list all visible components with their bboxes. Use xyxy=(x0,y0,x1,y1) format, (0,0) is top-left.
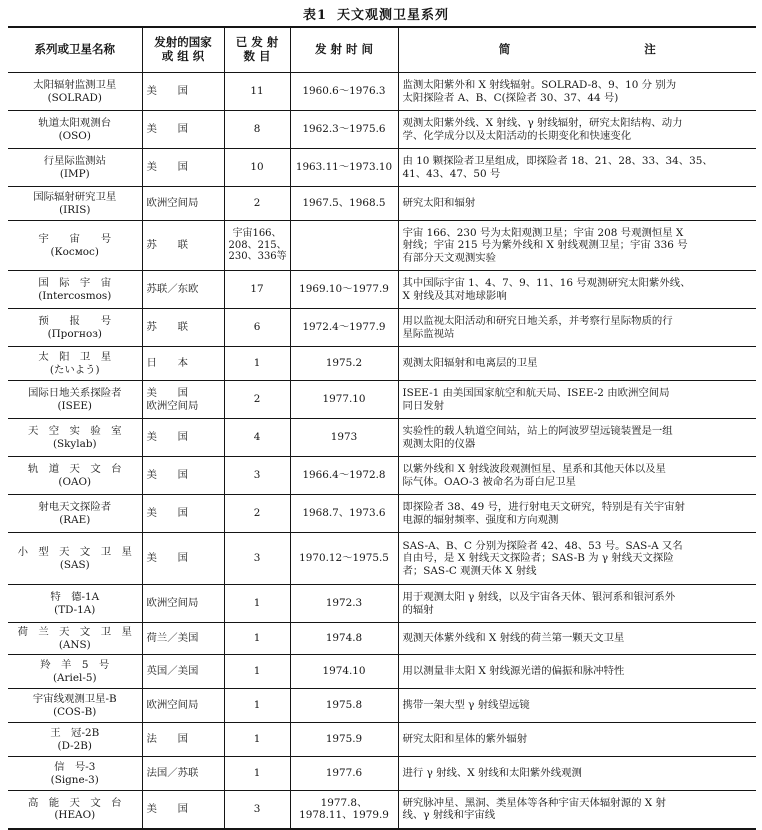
note-cell xyxy=(398,309,756,347)
launch-country: 美 国 xyxy=(146,803,189,816)
launch-count-cell xyxy=(224,309,290,347)
satellite-name: 国际日地关系探险者 xyxy=(27,387,122,400)
satellite-name-cell xyxy=(8,221,142,271)
launch-date-cell xyxy=(290,381,398,419)
table-row xyxy=(8,689,756,723)
table-title: 天文观测卫星系列 xyxy=(337,8,450,23)
table-row xyxy=(8,533,756,585)
launch-count-cell xyxy=(224,381,290,419)
launch-country: 欧洲空间局 xyxy=(146,197,199,210)
note-line: 用以监视太阳活动和研究日地关系，并考察行星际物质的行 xyxy=(402,315,673,328)
launch-date: 1967.5、1968.5 xyxy=(302,197,386,210)
launch-country-cell xyxy=(142,495,224,533)
table-number: 表1 xyxy=(302,8,328,23)
satellite-name: 太 阳 卫 星 xyxy=(38,351,112,364)
launch-count-cell xyxy=(224,757,290,791)
launch-country: 欧洲空间局 xyxy=(146,399,199,412)
satellite-code: (IMP) xyxy=(59,167,90,180)
launch-country-cell xyxy=(142,221,224,271)
launch-date: 1975.9 xyxy=(325,733,363,746)
launch-date-cell xyxy=(290,757,398,791)
note-line: 携带一架大型 γ 射线望远镜 xyxy=(402,699,530,712)
note-line: 41、43、47、50 号 xyxy=(402,167,501,180)
launch-country: 美 国 xyxy=(146,431,189,444)
note-line: 研究太阳和星体的紫外辐射 xyxy=(402,733,528,746)
satellite-name: 高 能 天 文 台 xyxy=(27,796,122,809)
launch-country-cell xyxy=(142,585,224,623)
launch-country-cell xyxy=(142,457,224,495)
launch-country: 欧洲空间局 xyxy=(146,699,199,712)
satellite-code: (SOLRAD) xyxy=(47,91,102,104)
table-row xyxy=(8,723,756,757)
launch-count-cell xyxy=(224,419,290,457)
launch-count: 1 xyxy=(253,665,261,678)
note-line: 以紫外线和 X 射线波段观测恒星、星系和其他天体以及星 xyxy=(402,463,666,476)
launch-count-cell xyxy=(224,585,290,623)
satellite-code: (Ariel-5) xyxy=(53,671,97,684)
launch-country: 美 国 xyxy=(146,387,189,400)
satellite-name: 太阳辐射监测卫星 xyxy=(33,79,117,92)
launch-country: 法 国 xyxy=(146,733,189,746)
launch-country-cell xyxy=(142,347,224,381)
launch-date-cell xyxy=(290,149,398,187)
launch-date-cell xyxy=(290,723,398,757)
note-cell xyxy=(398,381,756,419)
satellite-code: (COS-B) xyxy=(53,705,97,718)
table-row xyxy=(8,187,756,221)
satellite-name-cell xyxy=(8,419,142,457)
header-count-line2: 数 目 xyxy=(243,49,271,63)
launch-date: 1977.8、1978.11、1979.9 xyxy=(299,796,389,822)
launch-date-cell xyxy=(290,419,398,457)
table-row xyxy=(8,791,756,829)
launch-count-cell xyxy=(224,655,290,689)
launch-count-cell xyxy=(224,689,290,723)
note-cell xyxy=(398,73,756,111)
satellite-name-cell xyxy=(8,723,142,757)
note-line: 射线；宇宙 215 号为紫外线和 X 射线观测卫星；宇宙 336 号 xyxy=(402,239,688,252)
header-row xyxy=(8,27,756,73)
launch-date-cell xyxy=(290,271,398,309)
table-row xyxy=(8,309,756,347)
launch-count: 3 xyxy=(253,469,261,482)
note-cell xyxy=(398,723,756,757)
header-name: 系列或卫星名称 xyxy=(8,27,142,73)
launch-date: 1968.7、1973.6 xyxy=(302,507,386,520)
note-cell xyxy=(398,111,756,149)
launch-country-cell xyxy=(142,655,224,689)
note-cell xyxy=(398,757,756,791)
satellite-table xyxy=(8,26,756,830)
table-row xyxy=(8,623,756,655)
launch-country: 美 国 xyxy=(146,123,189,136)
launch-date-cell xyxy=(290,73,398,111)
launch-count-cell xyxy=(224,623,290,655)
launch-country-cell xyxy=(142,73,224,111)
satellite-code: (IRIS) xyxy=(59,203,91,216)
launch-country: 美 国 xyxy=(146,85,189,98)
note-line: 同日发射 xyxy=(402,399,445,412)
satellite-code: (RAE) xyxy=(59,513,91,526)
note-cell xyxy=(398,495,756,533)
launch-country: 苏 联 xyxy=(146,321,189,334)
header-note-part1: 简 xyxy=(498,42,511,57)
launch-date: 1962.3～1975.6 xyxy=(302,123,386,136)
note-line: 研究脉冲星、黑洞、类星体等各种宇宙天体辐射源的 X 射 xyxy=(402,796,666,809)
launch-count: 208、215、 xyxy=(228,239,287,251)
note-line: 电源的辐射频率、强度和方向观测 xyxy=(402,513,559,526)
launch-country-cell xyxy=(142,309,224,347)
launch-country-cell xyxy=(142,533,224,585)
satellite-name: 宇 宙 号 xyxy=(38,233,112,246)
note-line: 观测太阳辐射和电离层的卫星 xyxy=(402,357,538,370)
launch-country: 苏 联 xyxy=(146,239,189,252)
satellite-name-cell xyxy=(8,381,142,419)
satellite-code: (たいよう) xyxy=(49,363,100,376)
launch-date: 1972.4～1977.9 xyxy=(302,321,386,334)
satellite-name-cell xyxy=(8,623,142,655)
note-line: 进行 γ 射线、X 射线和太阳紫外线观测 xyxy=(402,767,582,780)
launch-country-cell xyxy=(142,419,224,457)
note-line: 研究太阳和辐射 xyxy=(402,197,476,210)
launch-count-cell xyxy=(224,533,290,585)
note-cell xyxy=(398,585,756,623)
satellite-name: 宇宙线观测卫星-B xyxy=(32,693,117,706)
note-line: 即探险者 38、49 号，进行射电天文研究，特别是有关宇宙射 xyxy=(402,501,685,514)
launch-date-cell xyxy=(290,655,398,689)
note-line: 有部分天文观测实验 xyxy=(402,251,497,264)
launch-date: 1977.6 xyxy=(325,767,363,780)
note-cell xyxy=(398,689,756,723)
note-cell xyxy=(398,221,756,271)
table-row xyxy=(8,347,756,381)
note-cell xyxy=(398,655,756,689)
table-row xyxy=(8,585,756,623)
launch-date: 1969.10～1977.9 xyxy=(299,283,389,296)
launch-count: 3 xyxy=(253,803,261,816)
launch-country: 荷兰／美国 xyxy=(146,632,199,645)
launch-country: 美 国 xyxy=(146,161,189,174)
launch-count-cell xyxy=(224,457,290,495)
satellite-name-cell xyxy=(8,149,142,187)
table-row xyxy=(8,757,756,791)
note-line: 观测太阳紫外线、X 射线、γ 射线辐射，研究太阳结构、动力 xyxy=(402,117,683,130)
note-line: 线、γ 射线和宇宙线 xyxy=(402,809,496,822)
satellite-code: (TD-1A) xyxy=(54,603,96,616)
note-cell xyxy=(398,347,756,381)
launch-count-cell xyxy=(224,73,290,111)
launch-count: 10 xyxy=(250,161,264,174)
launch-date: 1966.4～1972.8 xyxy=(302,469,386,482)
table-row xyxy=(8,73,756,111)
satellite-name: 信 号-3 xyxy=(54,761,96,774)
launch-country: 美 国 xyxy=(146,469,189,482)
note-line: ISEE-1 由美国国家航空和航天局、ISEE-2 由欧洲空间局 xyxy=(402,387,670,400)
satellite-name: 羚 羊 5 号 xyxy=(40,659,110,672)
launch-count: 1 xyxy=(253,733,261,746)
note-cell xyxy=(398,149,756,187)
satellite-code: (OSO) xyxy=(58,129,91,142)
launch-country: 苏联／东欧 xyxy=(146,283,199,296)
satellite-name: 行星际监测站 xyxy=(43,155,106,168)
launch-country: 美 国 xyxy=(146,507,189,520)
note-line: 星际监视站 xyxy=(402,327,455,340)
note-line: 际气体。OAO-3 被命名为哥白尼卫星 xyxy=(402,475,576,488)
note-line: 实验性的载人轨道空间站，站上的阿波罗望远镜装置是一组 xyxy=(402,425,673,438)
launch-count: 11 xyxy=(250,85,264,98)
launch-date-cell xyxy=(290,111,398,149)
launch-date: 1975.2 xyxy=(325,357,363,370)
launch-count: 1 xyxy=(253,699,261,712)
note-line: X 射线及其对地球影响 xyxy=(402,289,507,302)
satellite-code: (HEAO) xyxy=(54,809,96,822)
launch-country-cell xyxy=(142,623,224,655)
satellite-name: 天 空 实 验 室 xyxy=(27,425,122,438)
satellite-name-cell xyxy=(8,495,142,533)
launch-count-cell xyxy=(224,723,290,757)
satellite-name: 国 际 宇 宙 xyxy=(38,277,112,290)
satellite-name-cell xyxy=(8,791,142,829)
note-line: 自由号，是 X 射线天文探险者；SAS-B 为 γ 射线天文探险 xyxy=(402,552,674,565)
header-country xyxy=(142,27,224,73)
launch-country: 法国／苏联 xyxy=(146,767,199,780)
launch-date-cell xyxy=(290,309,398,347)
satellite-name: 特 德-1A xyxy=(50,591,100,604)
launch-date-cell xyxy=(290,689,398,723)
satellite-code: (D-2B) xyxy=(57,739,92,752)
satellite-code: (Intercosmos) xyxy=(38,289,112,302)
header-country-line1: 发射的国家 xyxy=(154,35,212,50)
note-cell xyxy=(398,187,756,221)
header-country-line2: 或 组 织 xyxy=(161,49,205,63)
table-row xyxy=(8,111,756,149)
table-row xyxy=(8,457,756,495)
note-cell xyxy=(398,791,756,829)
launch-country-cell xyxy=(142,689,224,723)
satellite-name: 射电天文探险者 xyxy=(38,501,112,514)
launch-date-cell xyxy=(290,221,398,271)
table-row xyxy=(8,271,756,309)
table-caption xyxy=(0,4,762,23)
launch-count: 230、336等 xyxy=(228,251,287,263)
launch-date: 1974.10 xyxy=(322,665,366,678)
launch-date: 1975.8 xyxy=(325,699,363,712)
satellite-name-cell xyxy=(8,457,142,495)
note-line: 观测太阳的仪器 xyxy=(402,437,476,450)
launch-date-cell xyxy=(290,623,398,655)
launch-date-cell xyxy=(290,347,398,381)
satellite-name-cell xyxy=(8,309,142,347)
launch-country: 欧洲空间局 xyxy=(146,597,199,610)
launch-count: 2 xyxy=(253,393,261,406)
launch-count-cell xyxy=(224,111,290,149)
satellite-name: 小 型 天 文 卫 星 xyxy=(17,546,132,559)
launch-country-cell xyxy=(142,149,224,187)
launch-count: 1 xyxy=(253,597,261,610)
note-cell xyxy=(398,623,756,655)
launch-count-cell xyxy=(224,221,290,271)
launch-count: 6 xyxy=(253,321,261,334)
satellite-name: 预 报 号 xyxy=(38,315,112,328)
launch-count-cell xyxy=(224,495,290,533)
note-cell xyxy=(398,457,756,495)
satellite-name-cell xyxy=(8,271,142,309)
note-line: 由 10 颗探险者卫星组成，即探险者 18、21、28、33、34、35、 xyxy=(402,155,713,168)
launch-date: 1977.10 xyxy=(322,393,366,406)
note-line: 学、化学成分以及太阳活动的长期变化和快速变化 xyxy=(402,129,632,142)
header-note xyxy=(398,27,756,73)
launch-country: 日 本 xyxy=(146,357,189,370)
launch-date: 1963.11～1973.10 xyxy=(295,161,393,174)
header-count-line1: 已 发 射 xyxy=(235,35,279,50)
note-line: 其中国际宇宙 1、4、7、9、11、16 号观测研究太阳紫外线、 xyxy=(402,277,691,290)
launch-country-cell xyxy=(142,791,224,829)
launch-date-cell xyxy=(290,533,398,585)
note-line: SAS-A、B、C 分别为探险者 42、48、53 号。SAS-A 又名 xyxy=(402,540,683,553)
satellite-code: (Signe-3) xyxy=(50,773,99,786)
launch-country-cell xyxy=(142,271,224,309)
launch-count-cell xyxy=(224,271,290,309)
launch-count-cell xyxy=(224,187,290,221)
satellite-name-cell xyxy=(8,757,142,791)
table-body xyxy=(8,73,756,829)
launch-date: 1974.8 xyxy=(325,632,363,645)
satellite-name-cell xyxy=(8,689,142,723)
satellite-name-cell xyxy=(8,187,142,221)
launch-date: 1973 xyxy=(330,431,358,444)
note-line: 太阳探险者 A、B、C(探险者 30、37、44 号) xyxy=(402,91,619,104)
launch-country-cell xyxy=(142,187,224,221)
launch-date-cell xyxy=(290,495,398,533)
table-row xyxy=(8,381,756,419)
launch-count: 4 xyxy=(253,431,261,444)
launch-count: 8 xyxy=(253,123,261,136)
satellite-code: (SAS) xyxy=(59,558,90,571)
note-line: 者；SAS-C 观测天体 X 射线 xyxy=(402,564,537,577)
satellite-code: (Космос) xyxy=(50,245,99,258)
note-cell xyxy=(398,419,756,457)
launch-count-cell xyxy=(224,149,290,187)
note-line: 宇宙 166、230 号为太阳观测卫星；宇宙 208 号观测恒星 X xyxy=(402,227,684,240)
launch-count: 1 xyxy=(253,632,261,645)
launch-country: 英国／美国 xyxy=(146,665,199,678)
launch-date-cell xyxy=(290,791,398,829)
launch-country-cell xyxy=(142,757,224,791)
launch-date-cell xyxy=(290,187,398,221)
note-line: 用以测量非太阳 X 射线源光谱的偏振和脉冲特性 xyxy=(402,665,625,678)
satellite-name-cell xyxy=(8,73,142,111)
table-header xyxy=(8,27,756,73)
launch-date: 1972.3 xyxy=(325,597,363,610)
launch-count: 3 xyxy=(253,552,261,565)
note-line: 用于观测太阳 γ 射线，以及宇宙各天体、银河系和银河系外 xyxy=(402,591,676,604)
launch-count-cell xyxy=(224,347,290,381)
satellite-name-cell xyxy=(8,347,142,381)
satellite-code: (ANS) xyxy=(58,638,91,651)
header-date: 发 射 时 间 xyxy=(290,27,398,73)
satellite-name-cell xyxy=(8,111,142,149)
launch-country-cell xyxy=(142,723,224,757)
satellite-name: 荷 兰 天 文 卫 星 xyxy=(17,626,132,639)
satellite-name-cell xyxy=(8,655,142,689)
table-row xyxy=(8,419,756,457)
launch-count: 1 xyxy=(253,357,261,370)
satellite-name: 轨 道 天 文 台 xyxy=(27,463,122,476)
launch-date: 1960.6～1976.3 xyxy=(302,85,386,98)
launch-date-cell xyxy=(290,457,398,495)
launch-count: 1 xyxy=(253,767,261,780)
note-line: 监测太阳紫外和 X 射线辐射。SOLRAD-8、9、10 分 别为 xyxy=(402,79,677,92)
table-row xyxy=(8,655,756,689)
launch-country-cell xyxy=(142,381,224,419)
satellite-code: (ISEE) xyxy=(57,399,92,412)
launch-count-cell xyxy=(224,791,290,829)
satellite-name-cell xyxy=(8,533,142,585)
satellite-name: 国际辐射研究卫星 xyxy=(33,191,117,204)
note-line: 观测天体紫外线和 X 射线的荷兰第一颗天文卫星 xyxy=(402,632,625,645)
launch-country-cell xyxy=(142,111,224,149)
note-cell xyxy=(398,533,756,585)
launch-count: 2 xyxy=(253,197,261,210)
header-note-part2: 注 xyxy=(644,42,656,57)
satellite-name-cell xyxy=(8,585,142,623)
launch-country: 美 国 xyxy=(146,552,189,565)
launch-date: 1970.12～1975.5 xyxy=(299,552,389,565)
launch-date-cell xyxy=(290,585,398,623)
satellite-code: (Skylab) xyxy=(52,437,97,450)
satellite-name: 王 冠-2B xyxy=(50,727,100,740)
table-row xyxy=(8,221,756,271)
note-cell xyxy=(398,271,756,309)
launch-count: 2 xyxy=(253,507,261,520)
table-row xyxy=(8,495,756,533)
satellite-code: (OAO) xyxy=(58,475,92,488)
note-line: 的辐射 xyxy=(402,603,434,616)
table-row xyxy=(8,149,756,187)
launch-count: 宇宙166、 xyxy=(232,228,282,240)
header-count xyxy=(224,27,290,73)
launch-count: 17 xyxy=(250,283,264,296)
satellite-code: (Прогноз) xyxy=(47,327,102,340)
satellite-name: 轨道太阳观测台 xyxy=(38,117,112,130)
